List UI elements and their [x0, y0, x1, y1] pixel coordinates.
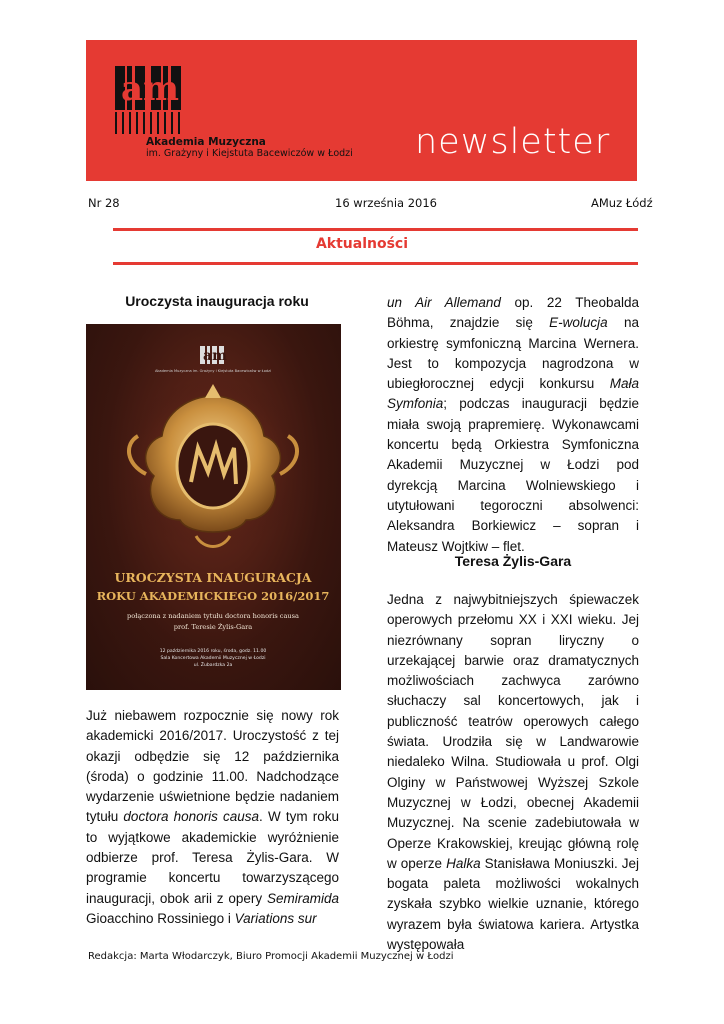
text-run: . W tym roku to wyjątkowe akademickie wyróżnienie odbierze prof. Teresa Żylis-Gara. W programie koncertu towarzyszącego inauguracji, obok arii z opery — [86, 809, 339, 906]
article2-title: Teresa Żylis-Gara — [454, 553, 572, 569]
text-run-italic: Semiramida — [266, 890, 339, 906]
text-run-italic: doctora honoris causa — [123, 809, 260, 825]
academy-logo-icon — [113, 64, 189, 136]
text-run: ; podczas inauguracji będzie miała swoją prapremierę. Wykonawcami koncertu będą Orkiestra Symfoniczna Akademii Muzycznej w Łodzi pod dyrekcją Marcina Wolniewskiego i utytułowani tegoroczni absolwenci: Aleksandra Borkiewicz – sopran i Mateusz Wojtkiw – flet. — [387, 396, 639, 554]
text-run: op. 22 Theobalda Böhma, znajdzie się — [387, 295, 640, 331]
divider-bottom — [113, 262, 638, 265]
text-run: Jedna z najwybitniejszych śpiewaczek operowych przełomu XX i XXI wieku. Jej niezrównany sopran liryczny o urzekającej barwie oraz dramatycznych możliwościach zachwyca zarówno słuchaczy sal koncertowych, jak i publiczność teatrów operowych całego świata. Urodziła się w Landwarowie niedaleko Wilna. Studiowała u prof. Olgi Olginy w Państwowej Wyższej Szkole Muzycznej w Łodzi, obecnej Akademii Muzycznej. Na scenie zadebiutowała w Operze Krakowskiej, kreując główną rolę w operze — [387, 592, 639, 871]
newsletter-banner — [86, 40, 637, 181]
text-run: na orkiestrę symfoniczną Marcina Wernera. Jest to kompozycja nagrodzona w ubiegłorocznej edycji konkursu — [387, 315, 639, 392]
poster-info-3: ul. Żubardzka 2a — [193, 663, 233, 668]
issue-number: Nr 28 — [88, 196, 120, 210]
text-run-italic: Halka — [446, 855, 481, 871]
poster-info-1: 12 października 2016 roku, środa, godz. 11.00 — [159, 649, 267, 654]
poster-headline-1: UROCZYSTA INAUGURACJA — [114, 570, 312, 585]
text-run: Już niebawem rozpocznie się nowy rok akademicki 2016/2017. Uroczystość z tej okazji odbędzie się 12 października (środa) o godzinie 11.00. Nadchodzące wydarzenie uświetnione będzie nadaniem tytułu — [86, 708, 339, 825]
article1-body-right — [387, 293, 639, 557]
inauguration-poster — [86, 324, 341, 690]
article1-body-left — [86, 706, 339, 929]
divider-top — [113, 228, 638, 231]
poster-subline-2: prof. Teresie Żylis-Gara — [173, 623, 253, 631]
editorial-footer: Redakcja: Marta Włodarczyk, Biuro Promocji Akademii Muzycznej w Łodzi — [88, 951, 454, 962]
text-run: Gioacchino Rossiniego i — [86, 910, 235, 926]
article2-body — [387, 590, 639, 955]
academy-name-line1: Akademia Muzyczna — [146, 136, 266, 148]
text-run-italic: Mała Symfonia — [387, 376, 639, 412]
article2-paragraph — [387, 590, 639, 955]
poster-logo-icon — [200, 346, 227, 364]
logo-letters: am — [121, 69, 180, 109]
issue-date: 16 września 2016 — [335, 196, 437, 210]
academy-name-line2: im. Grażyny i Kiejstuta Bacewiczów w Łodzi — [146, 148, 353, 159]
newsletter-title: newsletter — [415, 122, 611, 162]
text-run-italic: Variations sur — [234, 910, 317, 926]
poster-logo-letters: am — [203, 348, 227, 364]
publisher: AMuz Łódź — [591, 196, 653, 210]
section-title: Aktualności — [315, 236, 409, 252]
text-run: Stanisława Moniuszki. Jej bogata paleta możliwości wokalnych zyskała szybko wielkie uznanie, którego wyrazem była światowa kariera. Artystka występowała — [387, 855, 639, 953]
academy-name — [146, 136, 353, 160]
poster-info-2: Sala Koncertowa Akademii Muzycznej w Łodzi — [160, 656, 266, 661]
article-title: Uroczysta inauguracja roku — [125, 293, 309, 309]
poster-headline-2: ROKU AKADEMICKIEGO 2016/2017 — [96, 589, 330, 603]
poster-subline-1: połączona z nadaniem tytułu doctora honoris causa — [127, 612, 299, 620]
text-run-italic: un Air Allemand — [387, 295, 501, 310]
poster-graphic — [86, 324, 341, 690]
poster-logo-sub: Akademia Muzyczna im. Grażyny i Kiejstuta Bacewiczów w Łodzi — [154, 369, 272, 373]
article1-paragraph-continued — [387, 293, 639, 557]
text-run-italic: E-wolucja — [549, 315, 608, 331]
article1-paragraph — [86, 706, 339, 929]
